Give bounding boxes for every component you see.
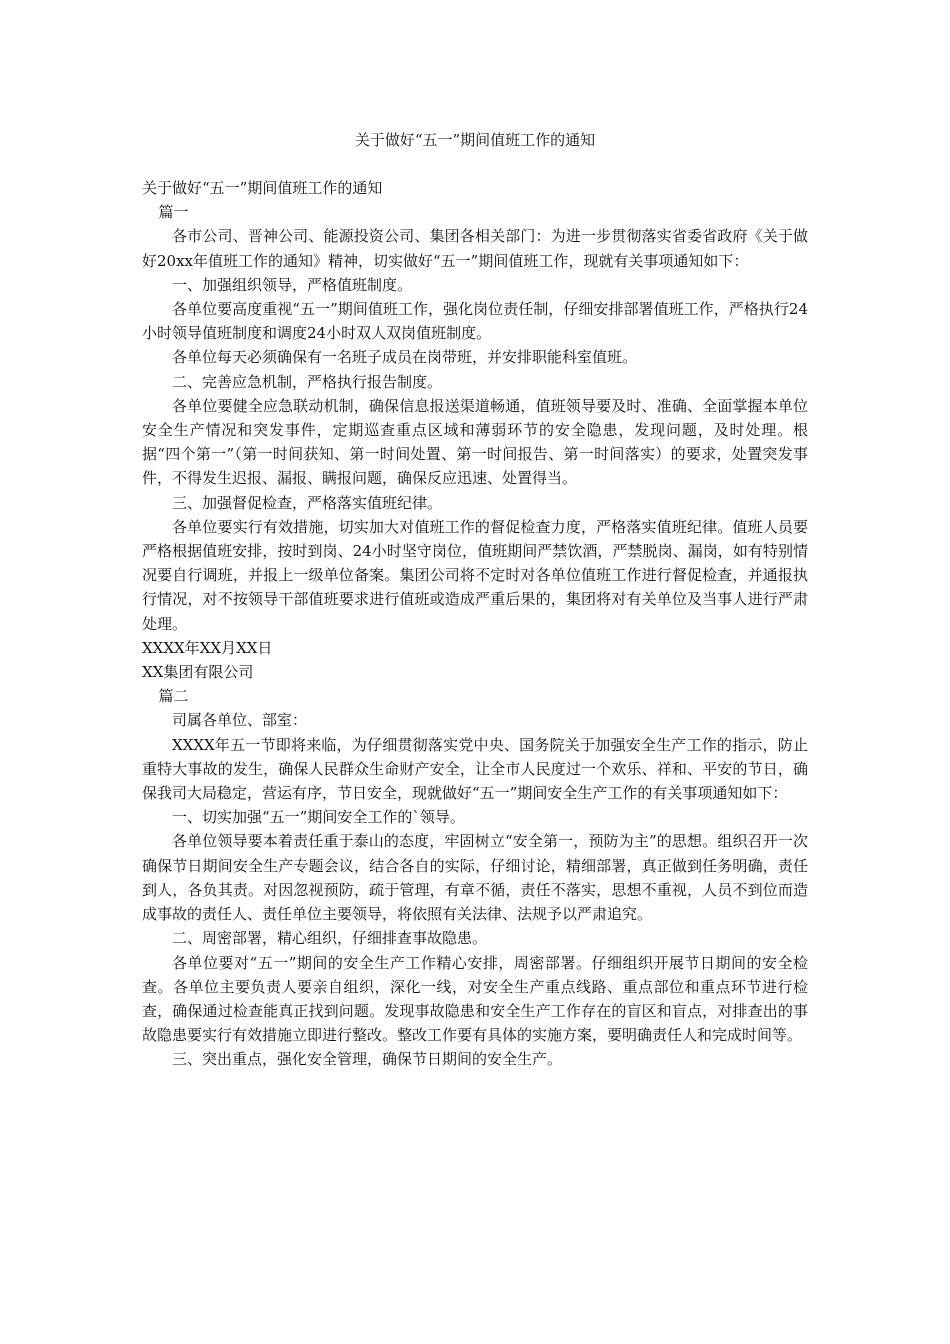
paragraph: 各单位要实行有效措施，切实加大对值班工作的督促检查力度，严格落实值班纪律。值班人员要严格根据值班安排，按时到岗、24小时坚守岗位，值班期间严禁饮酒，严禁脱岗、漏岗，如有特别情况要自行调班，并报上一级单位备案。集团公司将不定时对各单位值班工作进行督促检查，并通报执行情况，对不按领导干部值班要求进行值班或造成严重后果的，集团将对有关单位及当事人进行严肃处理。 [142, 517, 808, 633]
document-title: 关于做好“五一”期间值班工作的通知 [354, 131, 596, 149]
paragraph: 各单位要对“五一”期间的安全生产工作精心安排，周密部署。仔细组织开展节日期间的安全检查。各单位主要负责人要亲自组织，深化一线，对安全生产重点线路、重点部位和重点环节进行检查，确保通过检查能真正找到问题。发现事故隐患和安全生产工作存在的盲区和盲点，对排查出的事故隐患要实行有效措施立即进行整改。整改工作要有具体的实施方案，要明确责任人和完成时间等。 [142, 953, 808, 1045]
paragraph: XXXX年五一节即将来临，为仔细贯彻落实党中央、国务院关于加强安全生产工作的指示，防止重特大事故的发生，确保人民群众生命财产安全，让全市人民度过一个欢乐、祥和、平安的节日，确保我司大局稳定，营运有序，节日安全，现就做好“五一”期间安全生产工作的有关事项通知如下： [142, 735, 808, 803]
paragraph: XXXX年XX月XX日 [142, 638, 273, 657]
paragraph: 司属各单位、部室： [172, 711, 308, 730]
paragraph: 篇一 [158, 203, 189, 222]
paragraph: 关于做好“五一”期间值班工作的通知 [142, 179, 383, 197]
paragraph: 三、加强督促检查，严格落实值班纪律。 [172, 493, 443, 512]
paragraph: 一、切实加强“五一”期间安全工作的`领导。 [172, 808, 465, 827]
paragraph: 各单位要高度重视“五一”期间值班工作，强化岗位责任制，仔细安排部署值班工作，严格执行24小时领导值班制度和调度24小时双人双岗值班制度。 [142, 300, 808, 343]
paragraph: 二、周密部署，精心组织，仔细排查事故隐患。 [172, 929, 488, 948]
paragraph: 各单位每天必须确保有一名班子成员在岗带班，并安排职能科室值班。 [172, 348, 638, 367]
document-body [142, 176, 808, 1072]
paragraph: 三、突出重点，强化安全管理，确保节日期间的安全生产。 [172, 1050, 563, 1069]
paragraph: XX集团有限公司 [142, 663, 254, 682]
paragraph: 各市公司、晋神公司、能源投资公司、集团各相关部门：为进一步贯彻落实省委省政府《关于做好20xx年值班工作的通知》精神，切实做好“五一”期间值班工作，现就有关事项通知如下： [142, 227, 808, 270]
paragraph: 篇二 [158, 687, 189, 706]
paragraph: 各单位领导要本着责任重于泰山的态度，牢固树立“安全第一，预防为主”的思想。组织召开一次确保节日期间安全生产专题会议，结合各自的实际，仔细讨论，精细部署，真正做到任务明确，责任到人，各负其责。对因忽视预防，疏于管理，有章不循，责任不落实，思想不重视，人员不到位而造成事故的责任人、责任单位主要领导，将依照有关法律、法规予以严肃追究。 [142, 832, 808, 924]
paragraph: 二、完善应急机制，严格执行报告制度。 [172, 372, 443, 391]
paragraph: 各单位要健全应急联动机制，确保信息报送渠道畅通，值班领导要及时、准确、全面掌握本单位安全生产情况和突发事件，定期巡查重点区域和薄弱环节的安全隐患，发现问题，及时处理。根据“四个第一”（第一时间获知、第一时间处置、第一时间报告、第一时间落实）的要求，处置突发事件，不得发生迟报、漏报、瞒报问题，确保反应迅速、处置得当。 [142, 396, 808, 488]
paragraph: 一、加强组织领导，严格值班制度。 [172, 275, 413, 294]
